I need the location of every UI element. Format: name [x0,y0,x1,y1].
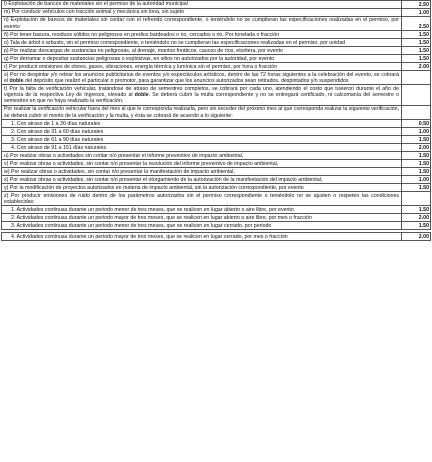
table-row [1,184,431,192]
fines-table [1,0,431,241]
row-description: p) Por realizar descargas de sustancias no peligrosas, al drenaje, mantos freáticos, cauces de ríos, etcétera, por evento [2,47,402,54]
row-description: q) Por derramar o depositar sustancias peligrosas o explosivas, en sitios no autorizados por la autoridad, por evento [2,55,402,62]
row-amount: 1.00 [418,128,429,135]
row-amount: 1.50 [418,55,429,62]
row-amount: 1.50 [418,47,429,54]
table-row [1,152,431,160]
table-row [1,136,431,144]
table-row [1,192,431,206]
row-description: 2. Con atraso de 31 a 60 días naturales [2,128,402,135]
row-description: 4. Con atraso de 91 a 151 días naturales [2,144,402,151]
row-description: m) Por conducir vehículos con tracción animal y mecánica sin lona, sin sujeto [2,9,402,16]
row-description: r) Por producir emisiones de olores, gases, vibraciones, energía térmica y lumínica sin el permiso, por hora o fracción [2,63,402,70]
table-row [1,176,431,184]
table-row [1,0,431,9]
row-description: l) Explotación de bancos de materiales sin el permiso de la autoridad municipal [2,1,402,8]
row-amount: 2.00 [418,215,429,222]
row-amount: 1.50 [418,39,429,46]
table-row [1,214,431,222]
row-amount: 1.00 [418,9,429,16]
table-row [1,71,431,85]
row-description: u) Por realizar obras o actividades sin contar n/o presentar el informe preventivo de impacto ambiental, [2,152,402,159]
row-description: 1. Con atraso de 1 a 30 días naturales [2,120,402,127]
table-row [1,120,431,128]
table-row [1,106,431,120]
row-amount [402,192,430,205]
row-description: 3. Actividades continuas durante un periodo menor de tres meses, que se realicen en lugar cerrado, por periodo [2,222,402,229]
row-description: y) Por la modificación de proyectos autorizados en materia de impacto ambiental, sin la autorización correspondiente, por evento [2,184,402,191]
row-description: ñ) Por tener basura, residuos sólidos no peligrosos en predios bardeados o no, cercados o no. Por tonelada o fracción [2,31,402,38]
row-description: o) Tala de árbol o arbusto, sin el permiso correspondiente, o teniéndolo no se cumplieran las especificaciones realizadas en el permiso, por unidad [2,39,402,46]
row-amount: 2.50 [418,23,429,30]
table-row [1,168,431,176]
row-amount: 1.50 [418,168,429,175]
row-amount: 1.50 [418,31,429,38]
row-description: x) Por realizar obras o actividades, sin contar n/o presentar el otorgamiento de la autorización de la manifestación del impacto ambiental, [2,176,402,183]
row-amount [402,85,430,105]
row-description: 3. Con atraso de 61 a 90 días naturales [2,136,402,143]
row-amount [402,106,430,119]
row-amount: 2.00 [418,234,429,241]
row-amount: 1.50 [418,184,429,191]
table-row [1,17,431,31]
table-row [1,206,431,214]
row-amount: 1.50 [418,136,429,143]
table-row [1,222,431,230]
table-row [1,63,431,71]
row-description: 4. Actividades continuas durante un periodo mayor de tres meses, que se realicen en lugar cerrado, por mes o fracción [2,233,402,240]
table-row [1,55,431,63]
row-description: v) Por realizar obras o actividades, sin contar n/o presentar la resolución del informe preventivo de impacto ambiental, [2,160,402,167]
row-amount: 0.50 [418,121,429,127]
table-row [1,85,431,106]
row-amount [402,71,430,84]
row-description: 2. Actividades continuas durante un periodo mayor de tres meses, que se realicen en lugar abierto o aire libre, por mes o fracción [2,214,402,221]
table-row [1,47,431,55]
row-description: 1. Actividades continuas durante un periodo menor de tres meses, que se realicen en lugar abierto o aire libre, por evento [2,206,402,213]
row-description: n) Explotación de bancos de materiales sin contar con el refrendo correspondiente, o teniéndolo no se cumplieran las especificaciones realizadas en el permiso, por evento [2,17,402,30]
table-row [1,9,431,17]
row-amount: 1.50 [418,207,429,214]
row-amount: 2.00 [418,144,429,151]
row-description: s) Por no despintar y/o retirar los anuncios publicitarios de eventos y/o espectáculos artísticos, dentro de las 72 horas siguientes a la celebración del evento, se cobrará el doble del depósito que realizó el particular o promotor, para garantizar que los anuncios autorizados sean retirados, despintados y/o suspendidos [2,71,402,84]
row-amount: 1.50 [418,160,429,167]
row-description: Por realizar la verificación vehicular fuera del mes al que le corresponda realizarla, pero sin exceder del próximo mes al que corresponda realizar la siguiente verificación, se deberá cubrir el monto de la verificación y la multa, y ésta se cobrará de acuerdo a lo siguiente: [2,106,402,119]
row-amount: 2.50 [418,1,429,8]
row-amount: 2.00 [418,63,429,70]
table-row [1,160,431,168]
table-row [1,128,431,136]
row-description: t) Por la falta de verificación vehicular, tratándose de atraso de semestres completos, se cobrará por cada uno, atendiendo el costo que tuvieron durante el año de vigencia de la respectiva Ley de Ingresos, elevado al doble. Se deberá cubrir la multa correspondiente y no se entregará certificado, ni calcomanía del semestre o semestres en que no haya realizado la verificación. [2,85,402,105]
table-row [1,31,431,39]
row-amount: 1.00 [418,176,429,183]
table-row [1,144,431,152]
row-description: z) Por producir emisiones de ruido dentro de los parámetros autorizados sin el permiso correspondiente o teniéndolo no se ajusten o respeten las condiciones establecidas: [2,192,402,205]
row-description: w) Por realizar obras o actividades, sin contar n/o presentar la manifestación de impacto ambiental, [2,168,402,175]
row-amount: 1.50 [418,223,429,230]
table-row [1,39,431,47]
table-row [1,232,431,241]
row-amount: 1.50 [418,152,429,159]
